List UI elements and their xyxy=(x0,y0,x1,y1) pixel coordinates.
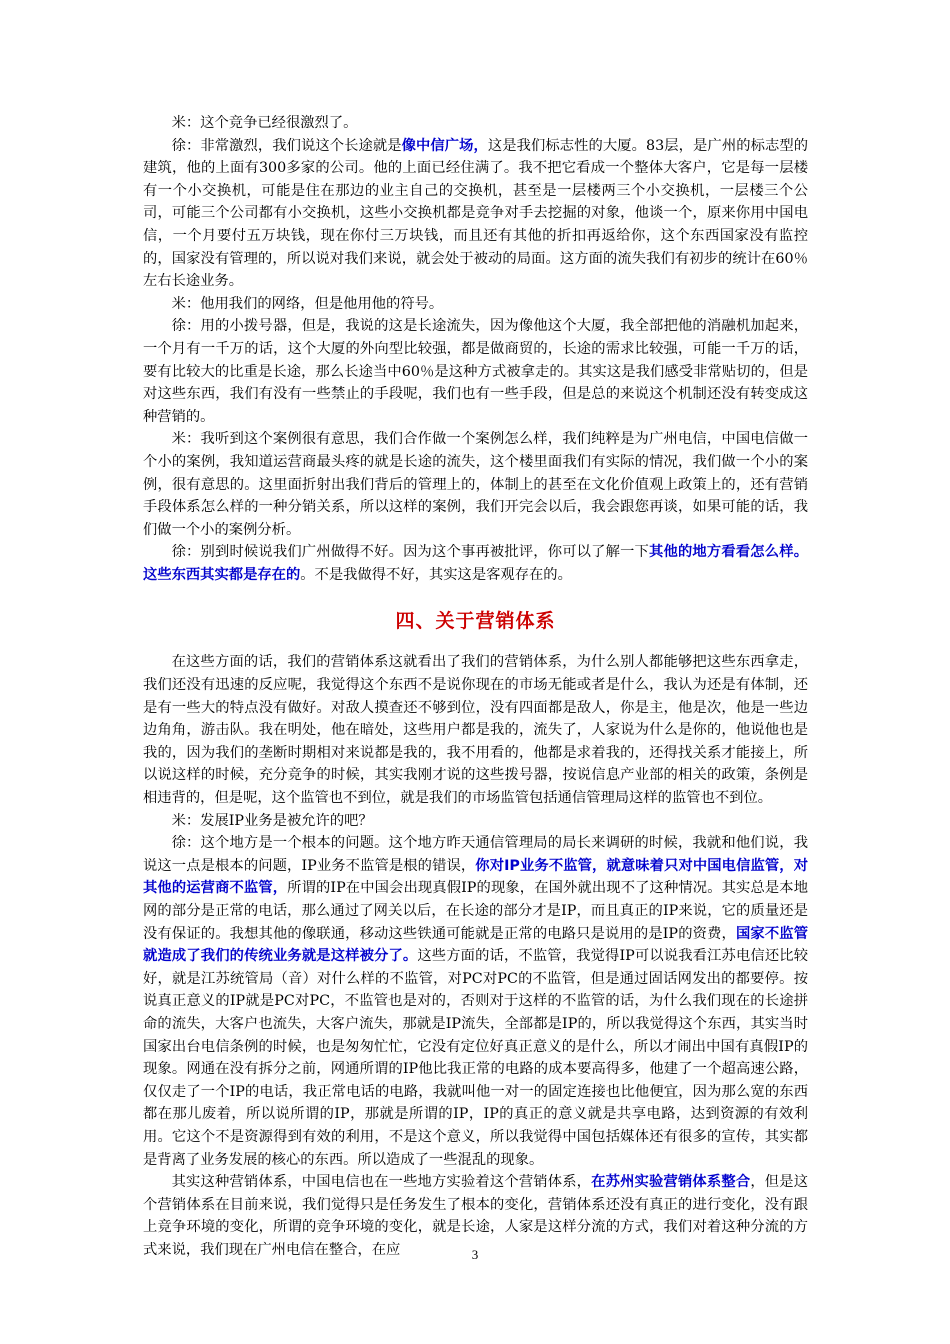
text-run: 其实这种营销体系，中国电信也在一些地方实验着这个营销体系， xyxy=(171,1174,592,1191)
text-run: 米：他用我们的网络，但是他用他的符号。 xyxy=(171,295,444,312)
text-block-bottom xyxy=(143,651,808,1261)
paragraph xyxy=(143,112,808,135)
section-heading: 四、关于营销体系 xyxy=(395,610,556,633)
paragraph xyxy=(143,135,808,293)
highlighted-text: 在苏州实验营销体系整合 xyxy=(591,1174,751,1191)
text-run: 所谓的IP在中国会出现真假IP的现象，在国外就出现不了这种情况。其实总是本地网的部分是正常的电话，那么通过了网关以后，在长途的部分才是IP，而且真正的IP来说，它的质量还是没有保证的。我想其他的像联通，移动这些铁通可能就是正常的电路只是说用的是IP的资费， xyxy=(143,880,809,942)
text-run: 在这些方面的话，我们的营销体系这就看出了我们的营销体系，为什么别人都能够把这些东西拿走，我们还没有迅速的反应呢，我觉得这个东西不是说你现在的市场无能或者是什么，我认为还是有体制，还是有一些大的特点没有做好。对敌人摸查还不够到位，没有四面都是敌人，你是主，他是次，他是一些边边角角，游击队。我在明处，他在暗处，这些用户都是我的，流失了，人家说为什么是你的，他说他也是我的，因为我们的垄断时期相对来说都是我的，我不用看的，他都是求着我的，还得找关系才能接上，所以说这样的时候，充分竞争的时候，其实我刚才说的这些拨号器，按说信息产业部的相关的政策，条例是相违背的，但是呢，这个监管也不到位，就是我们的市场监管包括通信管理局这样的监管也不到位。 xyxy=(143,654,808,807)
paragraph xyxy=(143,832,808,1171)
text-run: 这些方面的话，不监管，我觉得IP可以说我看江苏电信还比较好，就是江苏统管局（音）对什么样的不监管，对PC对PC的不监管，但是通过固话网发出的都要停。按说真正意义的IP就是PC对PC，不监管也是对的，否则对于这样的不监管的话，为什么我们现在的长途拼命的流失，大客户也流失，大客户流失，那就是IP流失，全部都是IP的，所以我觉得这个东西，其实当时国家出台电信条例的时候，也是匆匆忙忙，它没有定位好真正意义的是什么，所以才闹出中国有真假IP的现象。网通在没有拆分之前，网通所谓的IP他比我正常的电路的成本要高得多，他建了一个超高速公路，仅仅走了一个IP的电话，我正常电话的电路，我就叫他一对一的固定连接也比他便宜，因为那么宽的东西都在那儿废着，所以说所谓的IP，那就是所谓的IP，IP的真正的意义就是共享电路，达到资源的有效利用。它这个不是资源得到有效的利用，不是这个意义，所以我觉得中国包括媒体还有很多的宣传，其实都是背离了业务发展的核心的东西。所以造成了一些混乱的现象。 xyxy=(143,948,809,1168)
text-run: 徐：非常激烈，我们说这个长途就是 xyxy=(171,137,402,154)
text-run: ，但是这个营销体系在目前来说，我们觉得只是任务发生了根本的变化，营销体系还没有真正的进行变化，没有跟上竞争环境的变化，所谓的竞争环境的变化，就是长途，人家是这样分流的方式，我们对着这种分流的方式来说，我们现在广州电信在整合，在应 xyxy=(143,1174,809,1258)
highlighted-text: 其他的地方看看怎么样。这些东西其实都是存在的 xyxy=(143,544,809,583)
text-run: 徐：用的小拨号器，但是，我说的这是长途流失，因为像他这个大厦，我全部把他的消融机加起来，一个月有一千万的话，这个大厦的外向型比较强，都是做商贸的，长途的需求比较强，可能一千万的话，要有比较大的比重是长途，那么长途当中60％是这种方式被拿走的。其实这是我们感受非常贴切的，但是对这些东西，我们有没有一些禁止的手段呢，我们也有一些手段，但是总的来说这个机制还没有转变成这种营销的。 xyxy=(143,318,808,425)
text-run: 米：这个竞争已经很激烈了。 xyxy=(171,115,358,131)
text-run: 米：我听到这个案例很有意思，我们合作做一个案例怎么样，我们纯粹是为广州电信，中国电信做一个小的案例，我知道运营商最头疼的就是长途的流失，这个楼里面我们有实际的情况，我们做一个小的案例，很有意思的。这里面折射出我们背后的管理上的，体制上的甚至在文化价值观上政策上的，还有营销手段体系怎么样的一种分销关系，所以这样的案例，我们开完会以后，我会跟您再谈，如果可能的话，我们做一个小的案例分析。 xyxy=(143,431,808,538)
paragraph xyxy=(143,315,808,428)
text-run: 米：发展IP业务是被允许的吧？ xyxy=(171,812,373,829)
paragraph xyxy=(143,428,808,541)
paragraph xyxy=(143,651,808,809)
document-body xyxy=(143,112,808,1262)
highlighted-text: 你对IP业务不监管，就意味着只对中国电信监管，对其他的运营商不监管， xyxy=(143,857,809,897)
paragraph xyxy=(143,293,808,316)
text-block-top xyxy=(143,112,808,586)
paragraph xyxy=(143,810,808,833)
text-run: 徐：别到时候说我们广州做得不好。因为这个事再被批评，你可以了解一下 xyxy=(171,544,650,561)
paragraph xyxy=(143,541,808,586)
page-number: 3 xyxy=(471,1247,479,1262)
highlighted-text: 像中信广场， xyxy=(401,137,488,154)
text-run: 。不是我做得不好，其实这是客观存在的。 xyxy=(300,566,572,583)
text-run: 这是我们标志性的大厦。83层，是广州的标志型的建筑，他的上面有300多家的公司。他的上面已经住满了。我不把它看成一个整体大客户，它是每一层楼有一个小交换机，可能是住在那边的业主自己的交换机，甚至是一层楼两三个小交换机，一层楼三个公司，可能三个公司都有小交换机，这些小交换机都是竞争对手去挖掘的对象，他谈一个，原来你用中国电信，一个月要付五万块钱，现在你付三万块钱，而且还有其他的折扣再返给你，这个东西国家没有监控的，国家没有管理的，所以说对我们来说，就会处于被动的局面。这方面的流失我们有初步的统计在60％左右长途业务。 xyxy=(143,137,808,290)
text-run: 徐：这个地方是一个根本的问题。这个地方昨天通信管理局的局长来调研的时候，我就和他们说，我说这一点是根本的问题，IP业务不监管是根的错误， xyxy=(143,835,808,874)
highlighted-text: 国家不监管就造成了我们的传统业务就是这样被分了。 xyxy=(143,925,809,965)
